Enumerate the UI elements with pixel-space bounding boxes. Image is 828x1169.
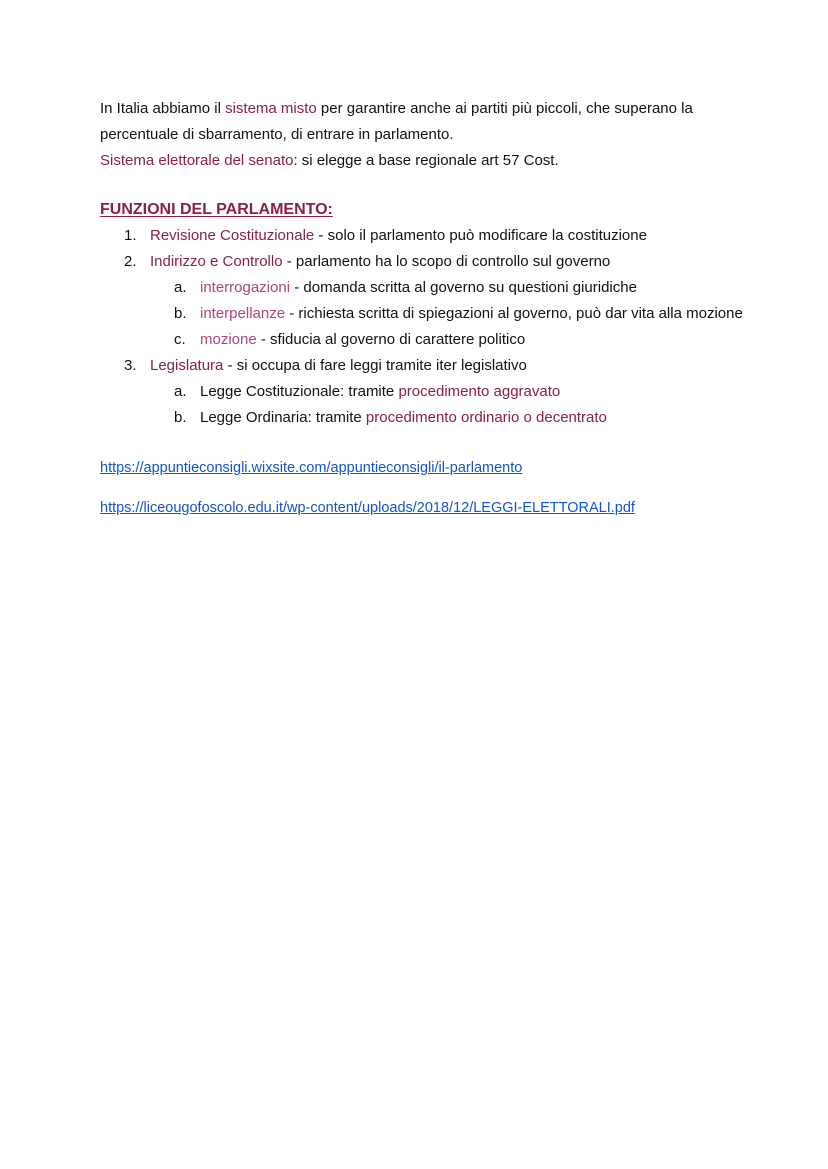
sub-item-term: interrogazioni [200,279,291,296]
sub-item-prefix: Legge Costituzionale: tramite [200,383,399,400]
sub-list-item [150,405,760,431]
item-description: - si occupa di fare leggi tramite iter legislativo [223,357,527,374]
senato-paragraph [100,148,760,174]
intro-text-start: In Italia abbiamo il [100,100,226,117]
intro-paragraph [100,96,760,148]
sub-list [150,275,760,353]
sub-item-letter: b. [174,305,187,322]
item-number: 2. [124,253,137,270]
link-liceougofoscolo[interactable]: https://liceougofoscolo.edu.it/wp-content/uploads/2018/12/LEGGI-ELETTORALI.pdf [100,500,635,516]
funzioni-heading: FUNZIONI DEL PARLAMENTO: [100,201,333,218]
sub-item-description: - sfiducia al governo di carattere politico [256,331,526,348]
item-number: 3. [124,357,137,374]
list-item [100,249,760,353]
list-item [100,353,760,431]
sub-item-letter: a. [174,279,187,296]
sub-item-term: interpellanze [200,305,286,322]
sub-list [150,379,760,431]
senato-text: : si elegge a base regionale art 57 Cost. [293,152,559,169]
sub-item-prefix: Legge Ordinaria: tramite [200,409,366,426]
item-term: Indirizzo e Controllo [150,253,283,270]
sub-item-term: procedimento ordinario o decentrato [365,409,607,426]
sub-item-term: mozione [200,331,257,348]
item-term: Legislatura [150,357,224,374]
senato-highlight: Sistema elettorale del senato [100,152,294,169]
item-term: Revisione Costituzionale [150,227,315,244]
sub-list-item [150,301,760,327]
sub-list-item [150,379,760,405]
sub-item-letter: c. [174,331,186,348]
item-description: - parlamento ha lo scopo di controllo sul governo [282,253,611,270]
item-description: - solo il parlamento può modificare la costituzione [314,227,647,244]
sub-list-item [150,327,760,353]
intro-text-end: per garantire anche ai partiti più piccoli, che superano la percentuale di sbarramento, di entrare in parlamento. [100,100,693,143]
list-item [100,223,760,249]
link-appuntieconsigli[interactable]: https://appuntieconsigli.wixsite.com/appuntieconsigli/il-parlamento [100,460,523,476]
item-number: 1. [124,227,137,244]
sub-list-item [150,275,760,301]
sub-item-description: - domanda scritta al governo su questioni giuridiche [290,279,637,296]
sub-item-term: procedimento aggravato [398,383,561,400]
reference-links [100,458,760,518]
sub-item-letter: b. [174,409,187,426]
sistema-misto-highlight: sistema misto [225,100,317,117]
sub-item-description: - richiesta scritta di spiegazioni al governo, può dar vita alla mozione [285,305,743,322]
sub-item-letter: a. [174,383,187,400]
document-page [100,96,760,518]
funzioni-list [100,223,760,431]
